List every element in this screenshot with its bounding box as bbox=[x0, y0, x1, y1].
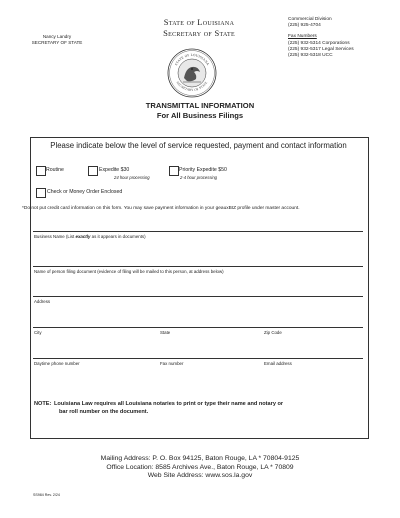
official-name: Nancy Landry bbox=[42, 34, 72, 39]
state-title-line1: State of Louisiana bbox=[163, 17, 235, 27]
title-line2: For All Business Filings bbox=[156, 111, 244, 120]
routine-checkbox[interactable] bbox=[36, 166, 46, 176]
zip-label: Zip Code bbox=[264, 330, 282, 335]
business-name-label-post: as it appears in documents) bbox=[91, 234, 146, 239]
fax-line: (225) 932-5317 Legal Services bbox=[288, 46, 354, 52]
expedite-label: Expedite $30 bbox=[99, 167, 130, 173]
priority-expedite-checkbox[interactable] bbox=[169, 166, 179, 176]
business-name-label bbox=[34, 234, 146, 239]
business-name-label-pre: Business Name (List bbox=[34, 234, 75, 239]
notice-line2: bar roll number on the document. bbox=[59, 408, 149, 415]
state-seal-icon bbox=[167, 48, 217, 98]
document-title bbox=[100, 101, 300, 121]
phone-fax-email-line[interactable] bbox=[33, 358, 363, 359]
official-block bbox=[26, 34, 88, 46]
check-money-order-checkbox[interactable] bbox=[36, 188, 46, 198]
notice-label: NOTE: bbox=[34, 401, 52, 407]
footer-addresses bbox=[60, 455, 340, 481]
title-line1: TRANSMITTAL INFORMATION bbox=[145, 101, 255, 110]
address-line[interactable] bbox=[33, 296, 363, 297]
division-name: Commercial Division bbox=[288, 17, 332, 22]
priority-expedite-label: Priority Expedite $50 bbox=[179, 167, 227, 173]
state-label: State bbox=[160, 330, 171, 335]
seal-text-top: STATE OF LOUISIANA bbox=[173, 52, 211, 67]
business-name-line[interactable] bbox=[33, 231, 363, 232]
division-phone: (225) 925-4704 bbox=[288, 23, 321, 29]
fax-label: Fax number bbox=[160, 361, 184, 366]
notary-notice bbox=[34, 401, 354, 416]
daytime-phone-label: Daytime phone number bbox=[34, 361, 80, 366]
notice-line1: Louisiana Law requires all Louisiana notaries to print or type their name and notary or bbox=[54, 401, 284, 407]
expedite-sub: 24 hour processing bbox=[114, 175, 150, 180]
contact-block bbox=[288, 17, 354, 59]
person-filing-label: Name of person filing document (evidence of filing will be mailed to this person, at address below) bbox=[34, 269, 224, 274]
form-id: SS984 Rev. 2/24 bbox=[33, 493, 60, 497]
city-state-zip-line[interactable] bbox=[33, 327, 363, 328]
web-site-address: Web Site Address: www.sos.la.gov bbox=[147, 472, 253, 480]
state-title bbox=[150, 17, 248, 39]
form-box bbox=[30, 137, 369, 439]
address-label: Address bbox=[34, 299, 51, 304]
business-name-label-em: exactly bbox=[75, 234, 91, 239]
person-filing-line[interactable] bbox=[33, 266, 363, 267]
seal-text-bottom: SECRETARY OF STATE bbox=[175, 80, 209, 93]
state-title-line2: Secretary of State bbox=[163, 28, 235, 38]
instructions: Please indicate below the level of service requested, payment and contact information bbox=[50, 141, 347, 150]
fax-heading: Fax Numbers bbox=[288, 34, 317, 40]
priority-expedite-sub: 2-4 hour processing bbox=[180, 175, 218, 180]
routine-label: Routine bbox=[46, 167, 64, 173]
city-label: City bbox=[34, 330, 42, 335]
official-title: SECRETARY OF STATE bbox=[31, 40, 83, 45]
office-location: Office Location: 8585 Archives Ave., Baton Rouge, LA * 70809 bbox=[106, 463, 294, 471]
email-label: Email address bbox=[264, 361, 292, 366]
mailing-address: Mailing Address: P. O. Box 94125, Baton Rouge, LA * 70804-9125 bbox=[100, 455, 300, 462]
fax-line: (225) 932-5314 Corporations bbox=[288, 40, 350, 46]
fax-line: (225) 932-5318 UCC bbox=[288, 53, 333, 59]
check-money-order-label: Check or Money Order Enclosed bbox=[47, 189, 123, 195]
expedite-checkbox[interactable] bbox=[88, 166, 98, 176]
payment-note: *Do not put credit card information on this form. You may save payment information in your geauxBIZ profile under master account. bbox=[22, 206, 300, 211]
